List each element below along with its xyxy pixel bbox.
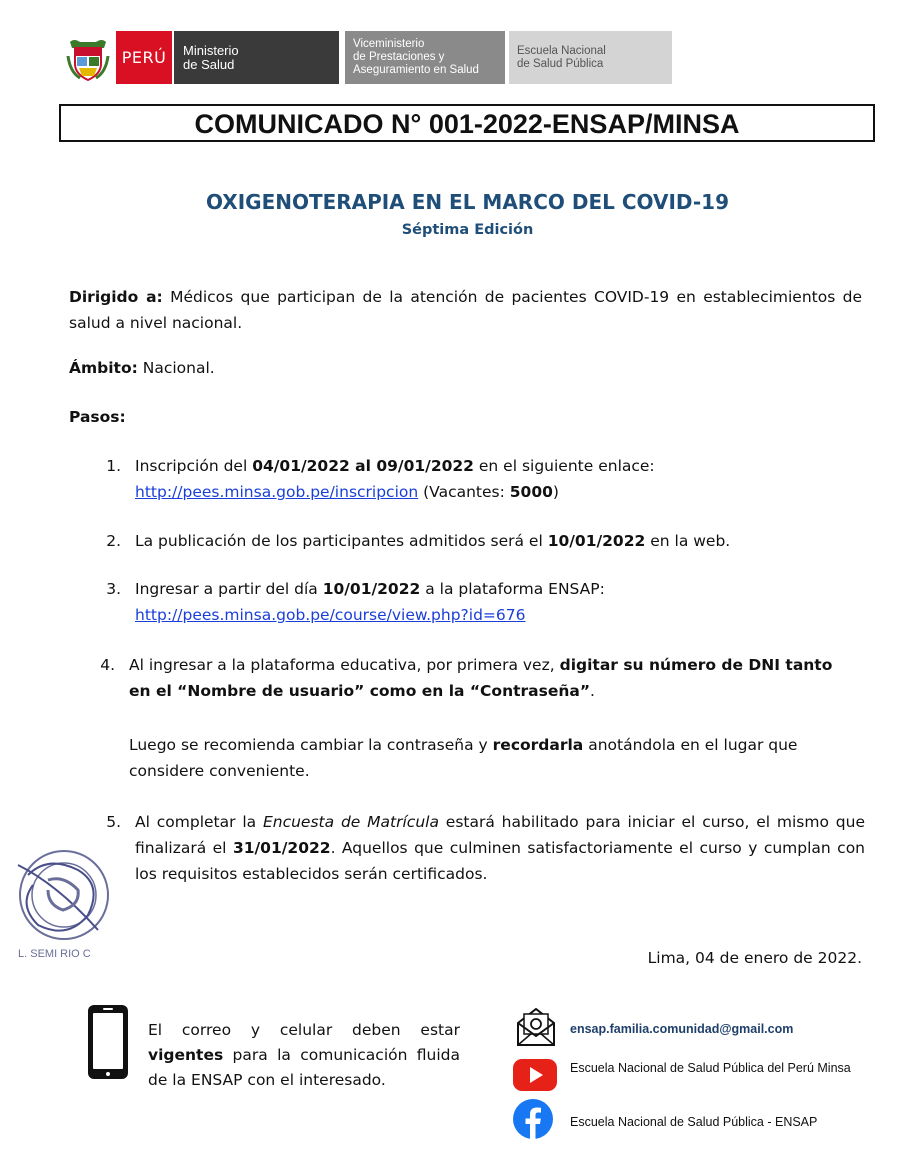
course-link[interactable]: http://pees.minsa.gob.pe/course/view.php?id=676 <box>135 606 526 624</box>
date-line: Lima, 04 de enero de 2022. <box>647 949 862 967</box>
registration-link[interactable]: http://pees.minsa.gob.pe/inscripcion <box>135 483 419 501</box>
stamp-text: L. SEMI RIO C <box>18 948 91 960</box>
footer-note: El correo y celular deben estar vigentes para la comunicación fluida de la ENSAP con el interesado. <box>148 1021 460 1089</box>
youtube-channel[interactable]: Escuela Nacional de Salud Pública del Perú Minsa <box>570 1061 851 1075</box>
youtube-icon <box>512 1058 558 1092</box>
facebook-icon <box>512 1098 554 1140</box>
contact-email[interactable]: ensap.familia.comunidad@gmail.com <box>570 1022 794 1036</box>
seal-stamp-icon <box>8 845 112 965</box>
email-icon <box>515 1005 557 1047</box>
list-item: 2. La publicación de los participantes admitidos será el 10/01/2022 en la web. <box>106 532 731 550</box>
communique-title: COMUNICADO N° 001-2022-ENSAP/MINSA <box>59 104 875 142</box>
school-logo: Escuela Nacional de Salud Pública <box>509 31 672 84</box>
ministry-logo: Ministerio de Salud <box>174 31 339 84</box>
edition-label: Séptima Edición <box>401 222 534 238</box>
directed-to: Dirigido a: Médicos que participan de la atención de pacientes COVID-19 en establecimientos de salud a nivel nacional. <box>69 288 863 332</box>
list-item: 3. Ingresar a partir del día 10/01/2022 a la plataforma ENSAP: http://pees.minsa.gob.pe/course/view.php?id=676 <box>106 580 605 624</box>
facebook-page[interactable]: Escuela Nacional de Salud Pública - ENSAP <box>570 1115 818 1129</box>
list-item: 5. Al completar la Encuesta de Matrícula estará habilitado para iniciar el curso, el mismo que finalizará el 31/01/2022. Aquellos que culminen satisfactoriamente el curso y cumplan con los requisitos establecidos serán certificados. <box>106 813 866 883</box>
list-item: 1. Inscripción del 04/01/2022 al 09/01/2022 en el siguiente enlace: http://pees.minsa.gob.pe/inscripcion (Vacantes: 5000) <box>106 457 655 501</box>
course-title: OXIGENOTERAPIA EN EL MARCO DEL COVID-19 <box>206 190 729 214</box>
steps-label: Pasos: <box>69 408 126 426</box>
list-item: 4. Al ingresar a la plataforma educativa, por primera vez, digitar su número de DNI tanto en el “Nombre de usuario” como en la “Contraseña”. Luego se recomienda cambiar la contraseña y recordarla anotándola en el lugar que considere conveniente. <box>100 656 833 780</box>
viceministry-logo: Viceministerio de Prestaciones y Aseguramiento en Salud <box>345 31 505 84</box>
smartphone-icon <box>86 1003 130 1081</box>
scope: Ámbito: Nacional. <box>69 359 215 377</box>
peru-logo: PERÚ <box>116 31 172 84</box>
coat-of-arms-icon <box>66 36 110 82</box>
